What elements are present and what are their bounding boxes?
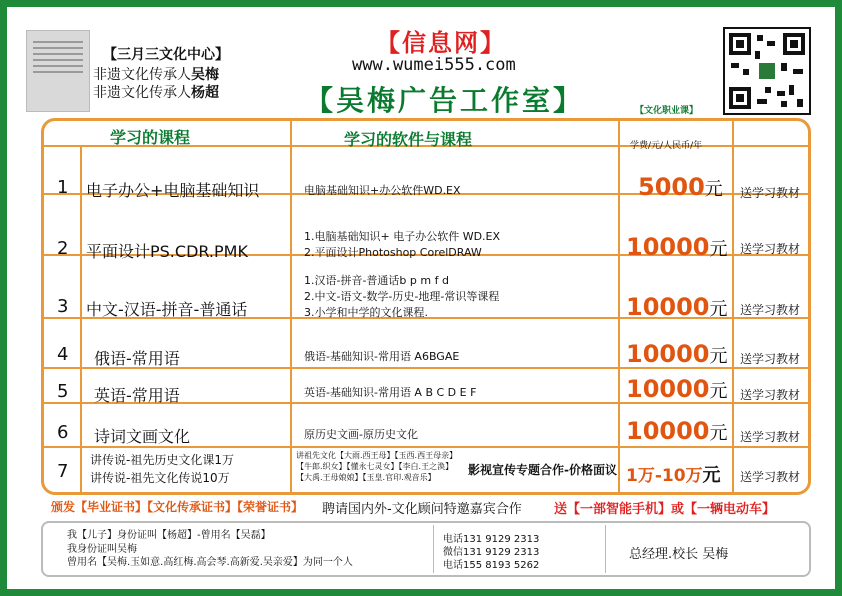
fee-amount: 1万-10万 (626, 466, 703, 486)
software-line: 3.小学和中学的文化课程. (304, 306, 428, 319)
fee-value (626, 375, 728, 403)
software-line: 英语-基础知识-常用语 A B C D E F (304, 386, 477, 399)
course-name: 平面设计PS.CDR.PMK (86, 242, 248, 261)
wechat-line[interactable]: 微信131 9129 2313 (443, 547, 540, 558)
header-software: 学习的软件与课程 (344, 130, 473, 149)
course-name: 诗词文画文化 (94, 427, 191, 446)
fee-unit: 元 (709, 423, 728, 444)
studio-name: 【吴梅广告工作室】 (305, 84, 585, 117)
software-line: 2.中文-语文-数学-历史-地理-常识等课程 (304, 290, 500, 303)
footer-box (41, 521, 811, 577)
fee-unit: 元 (704, 179, 723, 200)
fee-value (638, 173, 723, 201)
course-name: 电子办公+电脑基础知识 (86, 181, 260, 200)
fee-amount: 5000 (638, 173, 705, 201)
inheritor-1-name: 吴梅 (191, 67, 219, 83)
software-line: 俄语-基础知识-常用语 A6BGAE (304, 350, 460, 363)
fee-unit: 元 (709, 239, 728, 260)
fee-amount: 10000 (626, 375, 710, 403)
award-bar (41, 495, 811, 521)
site-url[interactable]: www.wumei555.com (352, 55, 516, 75)
software-line: 1.电脑基础知识+ 电子办公软件 WD.EX (304, 230, 501, 243)
row-number: 7 (57, 461, 69, 482)
row-number: 5 (57, 381, 69, 402)
id-line: 我身份证叫吴梅 (67, 544, 137, 555)
poster-sheet (7, 7, 835, 589)
fee-value (626, 340, 728, 368)
inheritor-2-name: 杨超 (191, 85, 219, 101)
fee-value (626, 417, 728, 445)
vocational-tag: 【文化职业课】 (635, 106, 699, 116)
fee-amount: 10000 (626, 293, 710, 321)
fee-unit: 元 (709, 381, 728, 402)
textbook-note: 送学习教材 (740, 186, 801, 200)
inheritor-line-1 (93, 64, 219, 84)
fee-unit: 元 (709, 299, 728, 320)
textbook-note: 送学习教材 (740, 303, 801, 317)
legend-line: 讲祖先文化【大雨.西王母】【玉西.西王母亲】 (296, 451, 458, 460)
certificate-photo (26, 30, 90, 112)
fee-unit: 元 (702, 465, 721, 486)
row-number: 4 (57, 344, 69, 365)
fee-value (626, 293, 728, 321)
course-table (41, 118, 811, 495)
film-promo: 影视宣传专题合作-价格面议 (468, 463, 617, 477)
site-title: 【信息网】 (376, 29, 506, 57)
textbook-note: 送学习教材 (740, 388, 801, 402)
fee-value (626, 461, 721, 487)
legend-line: 【大禹.王母娘娘】【玉皇.官印.观音乐】 (296, 473, 436, 482)
fee-unit: 元 (709, 346, 728, 367)
award-consultant: 聘请国内外-文化顾问特邀嘉宾合作 (322, 502, 522, 517)
phone-line[interactable]: 电话131 9129 2313 (443, 534, 540, 545)
award-gift: 送【一部智能手机】或【一辆电动车】 (554, 502, 776, 517)
fee-amount: 10000 (626, 340, 710, 368)
fee-amount: 10000 (626, 233, 710, 261)
textbook-note: 送学习教材 (740, 352, 801, 366)
course-name: 英语-常用语 (94, 386, 180, 405)
fee-amount: 10000 (626, 417, 710, 445)
software-line: 电脑基础知识+办公软件WD.EX (304, 184, 461, 197)
row-number: 6 (57, 422, 69, 443)
textbook-note: 送学习教材 (740, 242, 801, 256)
inheritor-line-2 (93, 82, 219, 102)
row-number: 3 (57, 296, 69, 317)
header-course: 学习的课程 (110, 128, 191, 147)
row-number: 1 (57, 177, 69, 198)
software-line: 2.平面设计Photoshop CorelDRAW (304, 246, 482, 259)
software-line: 1.汉语-拼音-普通话b p m f d (304, 274, 449, 287)
software-line: 原历史文画-原历史文化 (304, 428, 418, 441)
course-line: 讲传说-祖先文化传说10万 (90, 471, 230, 485)
qr-code-icon (723, 27, 811, 115)
id-line: 我【儿子】身份证叫【杨超】-曾用名【吴磊】 (67, 530, 271, 541)
signature: 总经理.校长 吴梅 (629, 547, 729, 562)
id-line: 曾用名【吴梅.玉如意.高红梅.高会琴.高新爱.吴亲爱】为同一个人 (67, 557, 353, 568)
inheritor-1-prefix: 非遗文化传承人 (93, 67, 191, 83)
legend-line: 【牛郎.织女】【懂永七灵女】【李白.王之涣】 (296, 462, 454, 471)
fee-value (626, 233, 728, 261)
textbook-note: 送学习教材 (740, 470, 801, 484)
course-name: 俄语-常用语 (94, 349, 180, 368)
course-line: 讲传说-祖先历史文化课1万 (90, 453, 234, 467)
phone-line[interactable]: 电话155 8193 5262 (443, 560, 540, 571)
inheritor-2-prefix: 非遗文化传承人 (93, 85, 191, 101)
center-name: 【三月三文化中心】 (103, 47, 229, 63)
row-number: 2 (57, 238, 69, 259)
header-fee: 学费/元/人民币/年 (630, 141, 703, 151)
award-certificates: 颁发【毕业证书】【文化传承证书】【荣誉证书】 (51, 500, 304, 514)
course-name: 中文-汉语-拼音-普通话 (86, 300, 248, 319)
textbook-note: 送学习教材 (740, 430, 801, 444)
